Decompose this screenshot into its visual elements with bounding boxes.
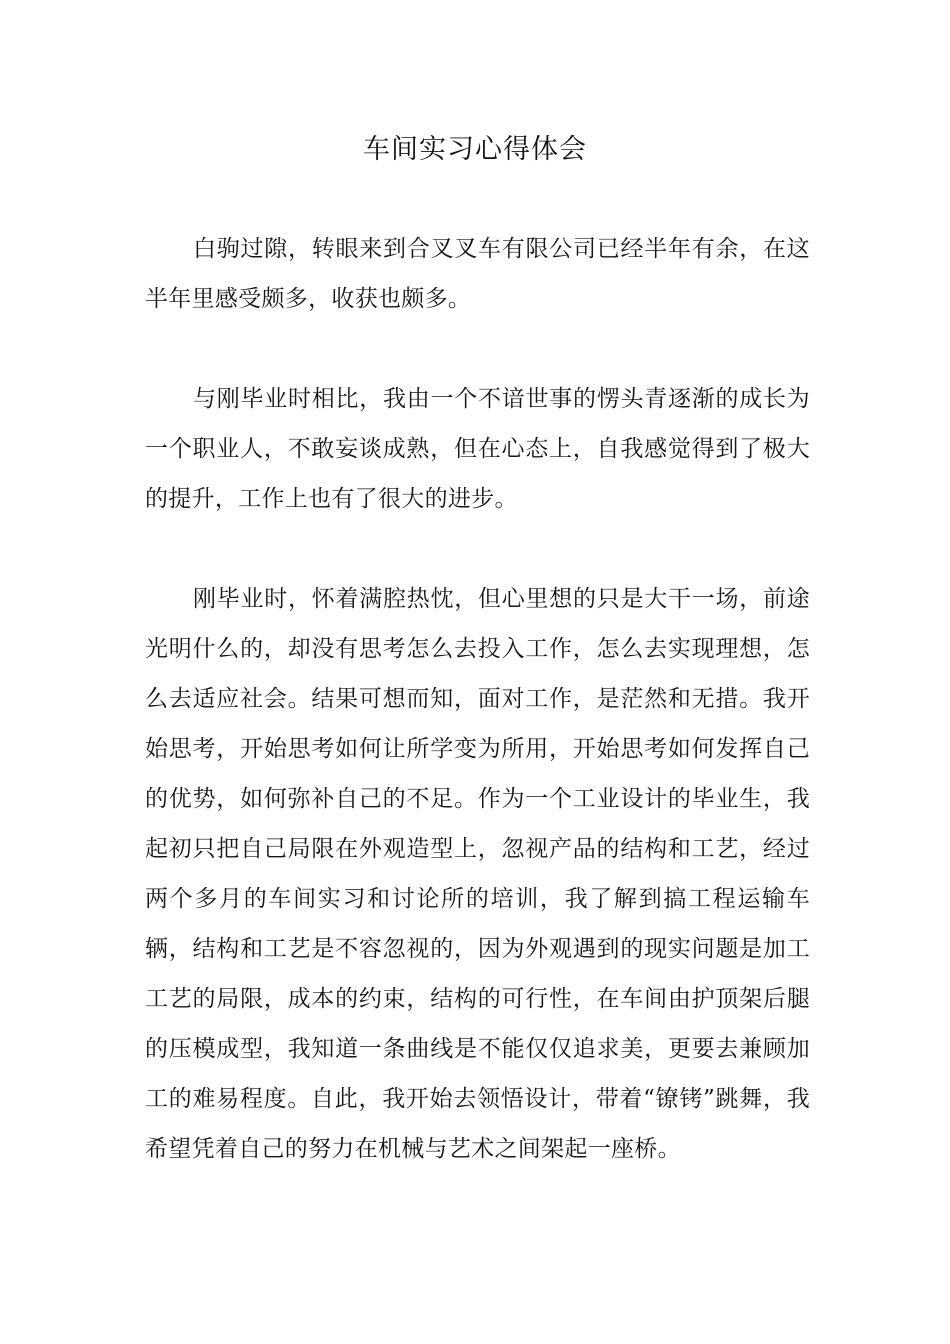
document-title: 车间实习心得体会 <box>363 134 587 165</box>
paragraph-growth: 与刚毕业时相比，我由一个不谙世事的愣头青逐渐的成长为一个职业人，不敢妄谈成熟，但在心态上，自我感觉得到了极大的提升，工作上也有了很大的进步。 <box>145 386 810 512</box>
document-body <box>145 224 810 1174</box>
paragraph-reflection: 刚毕业时，怀着满腔热忱，但心里想的只是大干一场，前途光明什么的，却没有思考怎么去投入工作，怎么去实现理想，怎么去适应社会。结果可想而知，面对工作，是茫然和无措。我开始思考，开始思考如何让所学变为所用，开始思考如何发挥自己的优势，如何弥补自己的不足。作为一个工业设计的毕业生，我起初只把自己局限在外观造型上，忽视产品的结构和工艺，经过两个多月的车间实习和讨论所的培训，我了解到搞工程运输车辆，结构和工艺是不容忽视的，因为外观遇到的现实问题是加工工艺的局限，成本的约束，结构的可行性，在车间由护顶架后腿的压模成型，我知道一条曲线是不能仅仅追求美，更要去兼顾加工的难易程度。自此，我开始去领悟设计，带着“镣铐”跳舞，我希望凭着自己的努力在机械与艺术之间架起一座桥。 <box>145 586 810 1162</box>
paragraph-intro: 白驹过隙，转眼来到合叉叉车有限公司已经半年有余，在这半年里感受颇多，收获也颇多。 <box>145 236 810 312</box>
